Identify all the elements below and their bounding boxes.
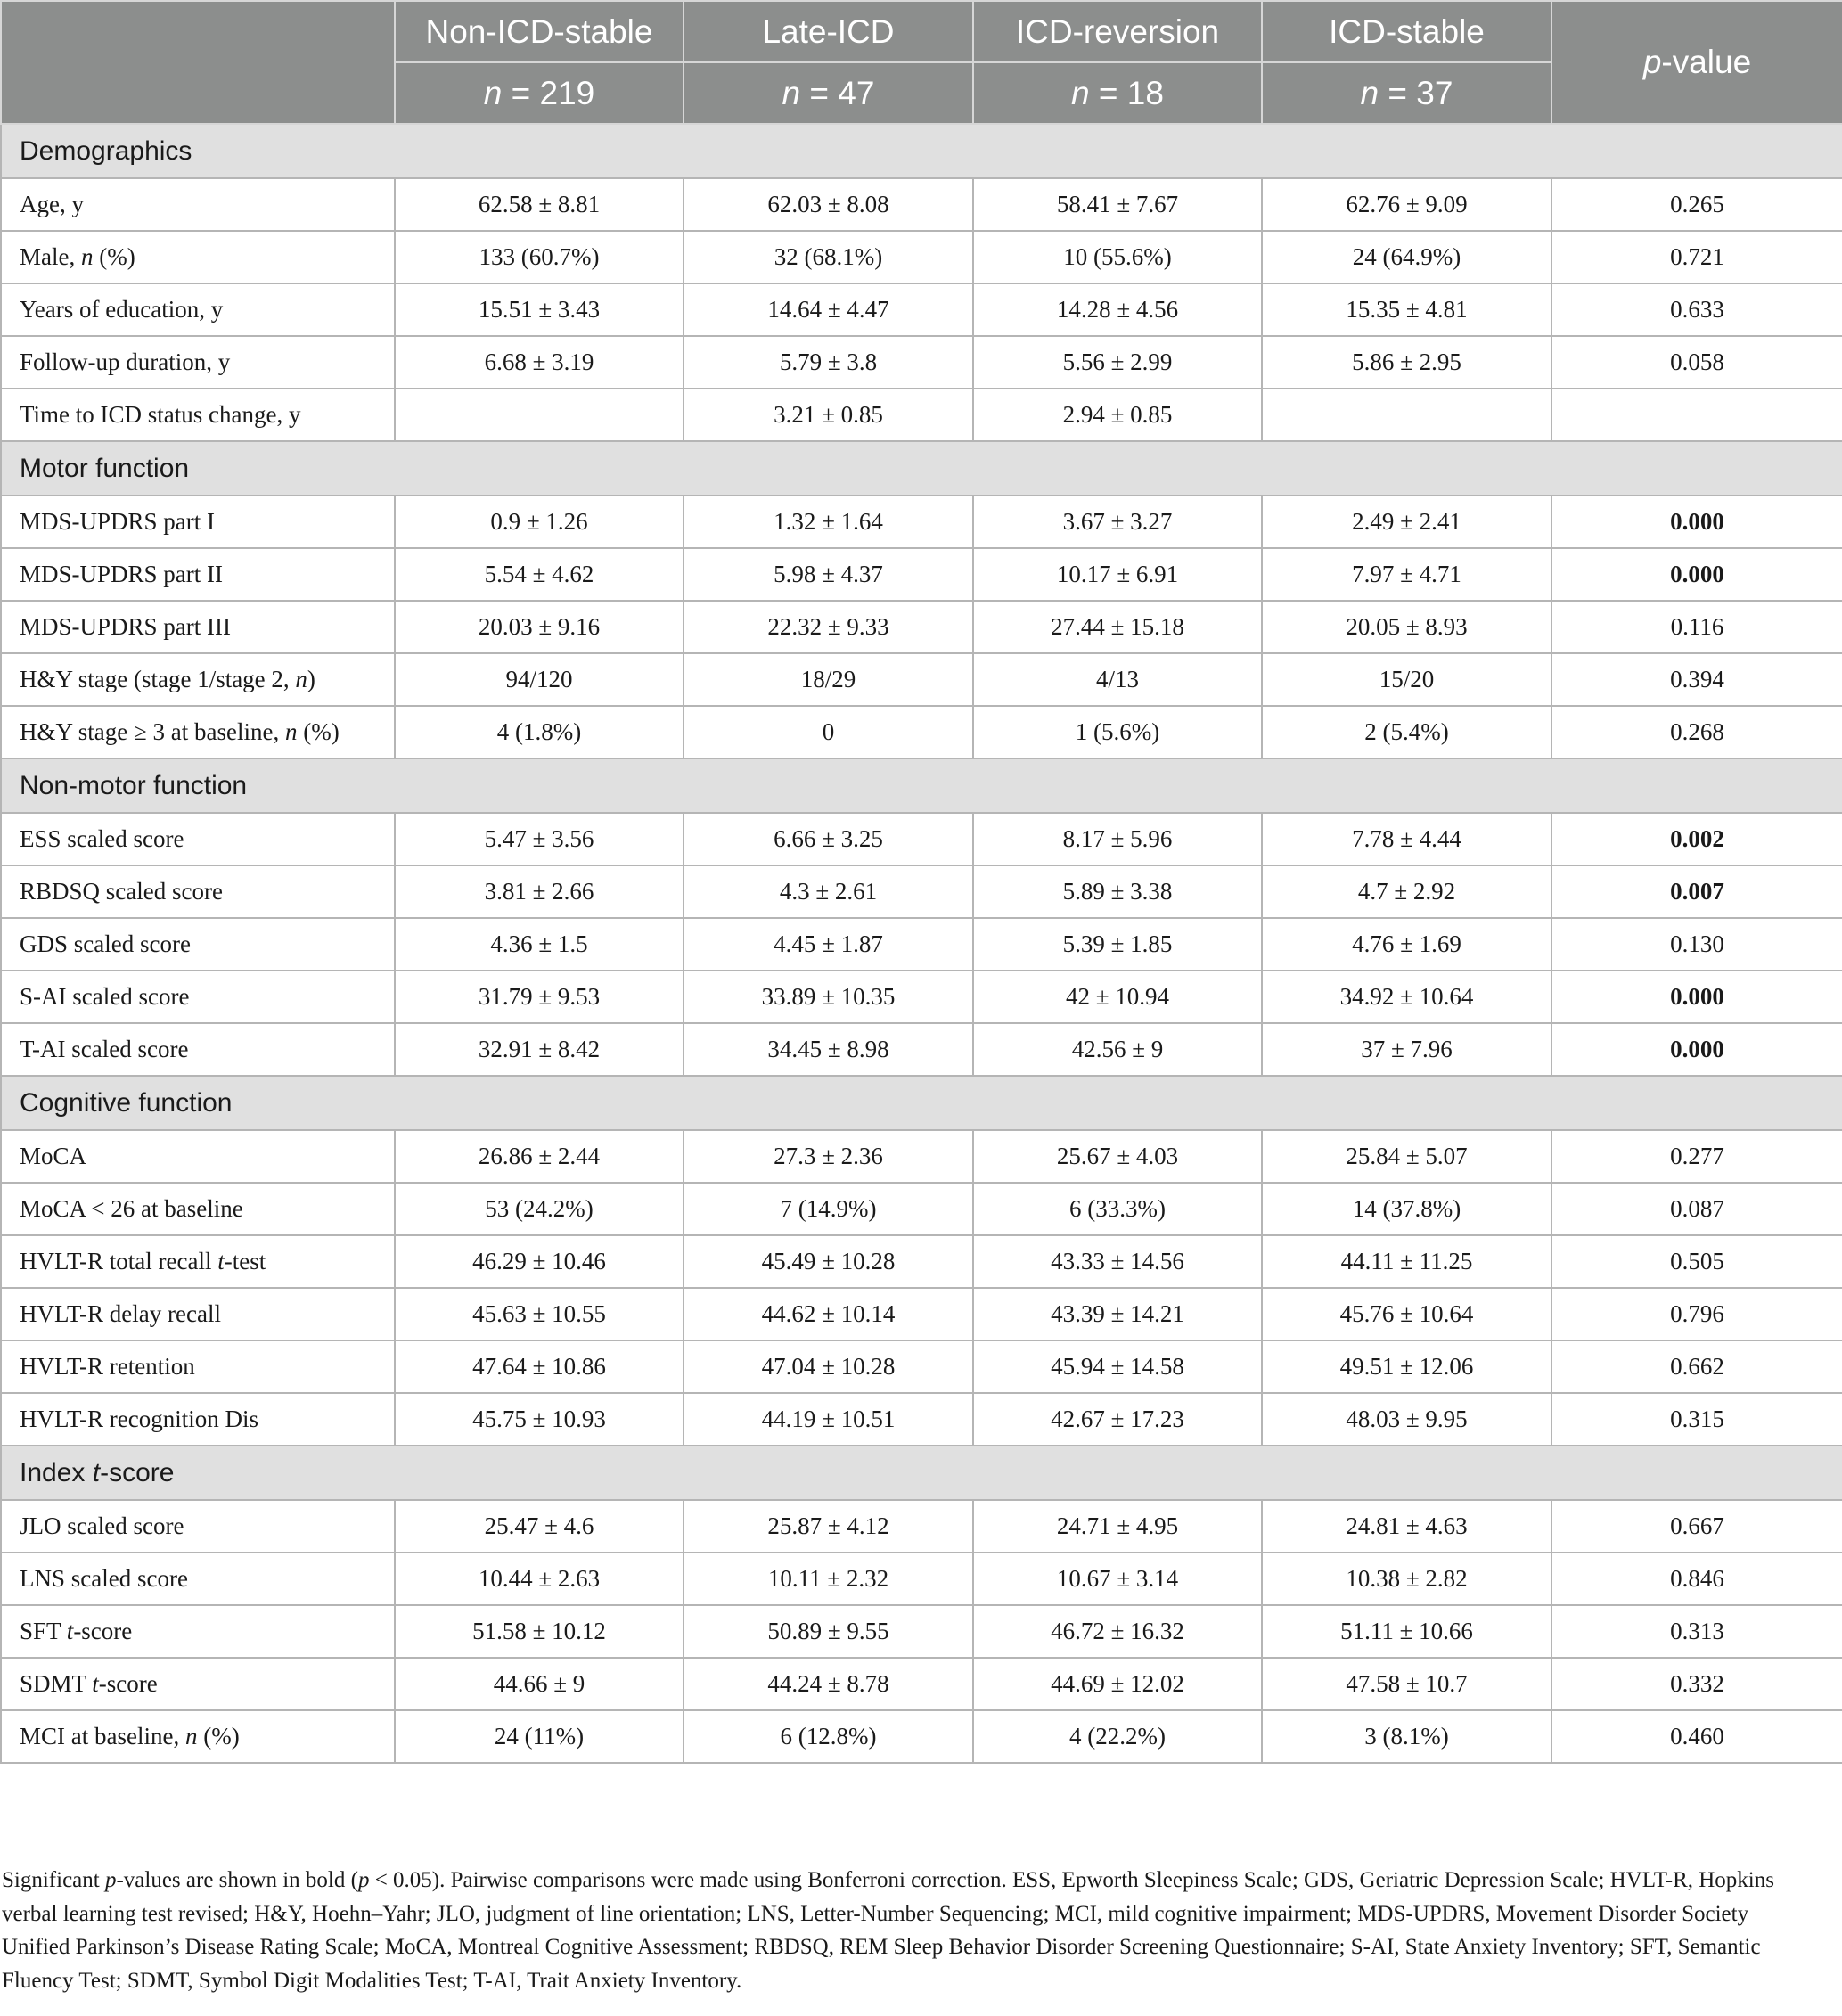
value-cell: 43.39 ± 14.21 <box>973 1288 1262 1340</box>
value-cell: 6.66 ± 3.25 <box>684 813 973 865</box>
table-row <box>1 1710 1842 1763</box>
pvalue-cell: 0.007 <box>1551 865 1842 918</box>
value-cell: 62.76 ± 9.09 <box>1262 178 1551 231</box>
value-cell: 6 (33.3%) <box>973 1183 1262 1235</box>
pvalue-cell: 0.667 <box>1551 1500 1842 1553</box>
value-cell: 25.47 ± 4.6 <box>395 1500 684 1553</box>
section-header-row <box>1 1076 1842 1130</box>
group-name-header: ICD-stable <box>1262 1 1551 62</box>
value-cell: 44.19 ± 10.51 <box>684 1393 973 1446</box>
value-cell: 0 <box>684 706 973 758</box>
pvalue-cell <box>1551 389 1842 441</box>
row-label: GDS scaled score <box>1 918 395 971</box>
table-row <box>1 1500 1842 1553</box>
value-cell: 25.84 ± 5.07 <box>1262 1130 1551 1183</box>
value-cell: 2.94 ± 0.85 <box>973 389 1262 441</box>
row-label: Age, y <box>1 178 395 231</box>
value-cell: 4.45 ± 1.87 <box>684 918 973 971</box>
table-row <box>1 1288 1842 1340</box>
row-label: Years of education, y <box>1 283 395 336</box>
group-name-header: Non-ICD-stable <box>395 1 684 62</box>
value-cell: 42.56 ± 9 <box>973 1023 1262 1076</box>
value-cell: 5.86 ± 2.95 <box>1262 336 1551 389</box>
value-cell: 53 (24.2%) <box>395 1183 684 1235</box>
table-row <box>1 496 1842 548</box>
value-cell: 94/120 <box>395 653 684 706</box>
row-label: MoCA <box>1 1130 395 1183</box>
table-row <box>1 548 1842 601</box>
value-cell: 2.49 ± 2.41 <box>1262 496 1551 548</box>
section-title: Index t-score <box>1 1446 1842 1500</box>
value-cell: 5.98 ± 4.37 <box>684 548 973 601</box>
value-cell: 4 (22.2%) <box>973 1710 1262 1763</box>
value-cell: 4.76 ± 1.69 <box>1262 918 1551 971</box>
table-row <box>1 1605 1842 1658</box>
row-label: MDS-UPDRS part III <box>1 601 395 653</box>
value-cell <box>395 389 684 441</box>
section-header-row <box>1 124 1842 178</box>
value-cell: 14.64 ± 4.47 <box>684 283 973 336</box>
value-cell: 47.04 ± 10.28 <box>684 1340 973 1393</box>
value-cell: 24.81 ± 4.63 <box>1262 1500 1551 1553</box>
value-cell: 24.71 ± 4.95 <box>973 1500 1262 1553</box>
value-cell: 4.36 ± 1.5 <box>395 918 684 971</box>
value-cell: 42.67 ± 17.23 <box>973 1393 1262 1446</box>
row-label: MCI at baseline, n (%) <box>1 1710 395 1763</box>
value-cell: 7.97 ± 4.71 <box>1262 548 1551 601</box>
value-cell: 10.11 ± 2.32 <box>684 1553 973 1605</box>
table-row <box>1 1393 1842 1446</box>
row-label: SDMT t-score <box>1 1658 395 1710</box>
table-row <box>1 653 1842 706</box>
value-cell: 5.79 ± 3.8 <box>684 336 973 389</box>
header-blank-cell <box>1 1 395 124</box>
value-cell: 7.78 ± 4.44 <box>1262 813 1551 865</box>
pvalue-cell: 0.000 <box>1551 548 1842 601</box>
value-cell <box>1262 389 1551 441</box>
row-label: HVLT-R retention <box>1 1340 395 1393</box>
section-title: Motor function <box>1 441 1842 496</box>
table-row <box>1 283 1842 336</box>
value-cell: 7 (14.9%) <box>684 1183 973 1235</box>
group-n-header: n = 219 <box>395 62 684 124</box>
table-row <box>1 1235 1842 1288</box>
table-body <box>1 124 1842 1763</box>
table-row <box>1 1658 1842 1710</box>
value-cell: 22.32 ± 9.33 <box>684 601 973 653</box>
pvalue-cell: 0.633 <box>1551 283 1842 336</box>
value-cell: 34.45 ± 8.98 <box>684 1023 973 1076</box>
table-row <box>1 1183 1842 1235</box>
table-row <box>1 1553 1842 1605</box>
section-title: Non-motor function <box>1 758 1842 813</box>
value-cell: 8.17 ± 5.96 <box>973 813 1262 865</box>
value-cell: 3 (8.1%) <box>1262 1710 1551 1763</box>
value-cell: 15/20 <box>1262 653 1551 706</box>
value-cell: 1.32 ± 1.64 <box>684 496 973 548</box>
row-label: T-AI scaled score <box>1 1023 395 1076</box>
pvalue-cell: 0.265 <box>1551 178 1842 231</box>
pvalue-cell: 0.000 <box>1551 971 1842 1023</box>
value-cell: 27.3 ± 2.36 <box>684 1130 973 1183</box>
value-cell: 20.05 ± 8.93 <box>1262 601 1551 653</box>
pvalue-cell: 0.315 <box>1551 1393 1842 1446</box>
value-cell: 24 (64.9%) <box>1262 231 1551 283</box>
value-cell: 10.67 ± 3.14 <box>973 1553 1262 1605</box>
value-cell: 4 (1.8%) <box>395 706 684 758</box>
pvalue-cell: 0.087 <box>1551 1183 1842 1235</box>
row-label: HVLT-R delay recall <box>1 1288 395 1340</box>
group-n-header: n = 47 <box>684 62 973 124</box>
pvalue-cell: 0.662 <box>1551 1340 1842 1393</box>
row-label: H&Y stage ≥ 3 at baseline, n (%) <box>1 706 395 758</box>
value-cell: 10 (55.6%) <box>973 231 1262 283</box>
row-label: SFT t-score <box>1 1605 395 1658</box>
value-cell: 10.44 ± 2.63 <box>395 1553 684 1605</box>
row-label: MoCA < 26 at baseline <box>1 1183 395 1235</box>
row-label: HVLT-R recognition Dis <box>1 1393 395 1446</box>
table-row <box>1 601 1842 653</box>
row-label: ESS scaled score <box>1 813 395 865</box>
pvalue-cell: 0.277 <box>1551 1130 1842 1183</box>
value-cell: 51.11 ± 10.66 <box>1262 1605 1551 1658</box>
value-cell: 6 (12.8%) <box>684 1710 973 1763</box>
value-cell: 42 ± 10.94 <box>973 971 1262 1023</box>
value-cell: 46.72 ± 16.32 <box>973 1605 1262 1658</box>
pvalue-cell: 0.332 <box>1551 1658 1842 1710</box>
table-row <box>1 971 1842 1023</box>
row-label: MDS-UPDRS part I <box>1 496 395 548</box>
pvalue-cell: 0.058 <box>1551 336 1842 389</box>
value-cell: 44.62 ± 10.14 <box>684 1288 973 1340</box>
value-cell: 5.56 ± 2.99 <box>973 336 1262 389</box>
value-cell: 24 (11%) <box>395 1710 684 1763</box>
group-n-header: n = 18 <box>973 62 1262 124</box>
value-cell: 27.44 ± 15.18 <box>973 601 1262 653</box>
value-cell: 1 (5.6%) <box>973 706 1262 758</box>
value-cell: 47.58 ± 10.7 <box>1262 1658 1551 1710</box>
value-cell: 45.94 ± 14.58 <box>973 1340 1262 1393</box>
value-cell: 2 (5.4%) <box>1262 706 1551 758</box>
value-cell: 14.28 ± 4.56 <box>973 283 1262 336</box>
group-name-header: ICD-reversion <box>973 1 1262 62</box>
value-cell: 0.9 ± 1.26 <box>395 496 684 548</box>
row-label: Male, n (%) <box>1 231 395 283</box>
value-cell: 133 (60.7%) <box>395 231 684 283</box>
row-label: HVLT-R total recall t-test <box>1 1235 395 1288</box>
value-cell: 34.92 ± 10.64 <box>1262 971 1551 1023</box>
value-cell: 26.86 ± 2.44 <box>395 1130 684 1183</box>
table-footnote: Significant p-values are shown in bold (p < 0.05). Pairwise comparisons were made using Bonferroni correction. ESS, Epworth Sleepiness Scale; GDS, Geriatric Depression Scale; HVLT-R, Hopkins verbal learning test revised; H&Y, Hoehn–Yahr; JLO, judgment of line orientation; LNS, Letter-Number Sequencing; MCI, mild cognitive impairment; MDS-UPDRS, Movement Disorder Society Unified Parkinson’s Disease Rating Scale; MoCA, Montreal Cognitive Assessment; RBDSQ, REM Sleep Behavior Disorder Screening Questionnaire; S-AI, State Anxiety Inventory; SFT, Semantic Fluency Test; SDMT, Symbol Digit Modalities Test; T-AI, Trait Anxiety Inventory. <box>2 1868 1774 1993</box>
table-row <box>1 1023 1842 1076</box>
pvalue-cell: 0.394 <box>1551 653 1842 706</box>
pvalue-cell: 0.000 <box>1551 1023 1842 1076</box>
value-cell: 3.21 ± 0.85 <box>684 389 973 441</box>
value-cell: 51.58 ± 10.12 <box>395 1605 684 1658</box>
value-cell: 20.03 ± 9.16 <box>395 601 684 653</box>
pvalue-cell: 0.313 <box>1551 1605 1842 1658</box>
value-cell: 45.75 ± 10.93 <box>395 1393 684 1446</box>
row-label: S-AI scaled score <box>1 971 395 1023</box>
value-cell: 44.11 ± 11.25 <box>1262 1235 1551 1288</box>
value-cell: 58.41 ± 7.67 <box>973 178 1262 231</box>
table-row <box>1 336 1842 389</box>
pvalue-cell: 0.460 <box>1551 1710 1842 1763</box>
value-cell: 32 (68.1%) <box>684 231 973 283</box>
value-cell: 33.89 ± 10.35 <box>684 971 973 1023</box>
value-cell: 45.49 ± 10.28 <box>684 1235 973 1288</box>
pvalue-cell: 0.000 <box>1551 496 1842 548</box>
pvalue-cell: 0.268 <box>1551 706 1842 758</box>
value-cell: 4.3 ± 2.61 <box>684 865 973 918</box>
row-label: JLO scaled score <box>1 1500 395 1553</box>
value-cell: 32.91 ± 8.42 <box>395 1023 684 1076</box>
pvalue-cell: 0.796 <box>1551 1288 1842 1340</box>
table-row <box>1 813 1842 865</box>
pvalue-cell: 0.505 <box>1551 1235 1842 1288</box>
table-row <box>1 865 1842 918</box>
value-cell: 49.51 ± 12.06 <box>1262 1340 1551 1393</box>
row-label: MDS-UPDRS part II <box>1 548 395 601</box>
value-cell: 4.7 ± 2.92 <box>1262 865 1551 918</box>
row-label: Follow-up duration, y <box>1 336 395 389</box>
value-cell: 37 ± 7.96 <box>1262 1023 1551 1076</box>
pvalue-cell: 0.002 <box>1551 813 1842 865</box>
value-cell: 14 (37.8%) <box>1262 1183 1551 1235</box>
value-cell: 43.33 ± 14.56 <box>973 1235 1262 1288</box>
pvalue-cell: 0.721 <box>1551 231 1842 283</box>
value-cell: 4/13 <box>973 653 1262 706</box>
value-cell: 62.58 ± 8.81 <box>395 178 684 231</box>
section-header-row <box>1 441 1842 496</box>
value-cell: 25.87 ± 4.12 <box>684 1500 973 1553</box>
section-title: Demographics <box>1 124 1842 178</box>
group-n-header: n = 37 <box>1262 62 1551 124</box>
pvalue-cell: 0.130 <box>1551 918 1842 971</box>
value-cell: 5.47 ± 3.56 <box>395 813 684 865</box>
section-header-row <box>1 1446 1842 1500</box>
value-cell: 44.24 ± 8.78 <box>684 1658 973 1710</box>
value-cell: 5.89 ± 3.38 <box>973 865 1262 918</box>
value-cell: 44.66 ± 9 <box>395 1658 684 1710</box>
value-cell: 48.03 ± 9.95 <box>1262 1393 1551 1446</box>
pvalue-header: p-value <box>1551 1 1842 124</box>
table-row <box>1 178 1842 231</box>
pvalue-cell: 0.846 <box>1551 1553 1842 1605</box>
value-cell: 3.81 ± 2.66 <box>395 865 684 918</box>
table-row <box>1 1130 1842 1183</box>
value-cell: 15.51 ± 3.43 <box>395 283 684 336</box>
value-cell: 45.76 ± 10.64 <box>1262 1288 1551 1340</box>
value-cell: 6.68 ± 3.19 <box>395 336 684 389</box>
section-title: Cognitive function <box>1 1076 1842 1130</box>
table-header <box>1 1 1842 124</box>
table-row <box>1 706 1842 758</box>
value-cell: 15.35 ± 4.81 <box>1262 283 1551 336</box>
row-label: RBDSQ scaled score <box>1 865 395 918</box>
value-cell: 46.29 ± 10.46 <box>395 1235 684 1288</box>
value-cell: 45.63 ± 10.55 <box>395 1288 684 1340</box>
value-cell: 25.67 ± 4.03 <box>973 1130 1262 1183</box>
section-header-row <box>1 758 1842 813</box>
table-row <box>1 389 1842 441</box>
value-cell: 44.69 ± 12.02 <box>973 1658 1262 1710</box>
value-cell: 47.64 ± 10.86 <box>395 1340 684 1393</box>
value-cell: 10.17 ± 6.91 <box>973 548 1262 601</box>
value-cell: 10.38 ± 2.82 <box>1262 1553 1551 1605</box>
table-row <box>1 1340 1842 1393</box>
value-cell: 3.67 ± 3.27 <box>973 496 1262 548</box>
value-cell: 5.39 ± 1.85 <box>973 918 1262 971</box>
table-row <box>1 918 1842 971</box>
value-cell: 5.54 ± 4.62 <box>395 548 684 601</box>
row-label: H&Y stage (stage 1/stage 2, n) <box>1 653 395 706</box>
value-cell: 62.03 ± 8.08 <box>684 178 973 231</box>
pvalue-cell: 0.116 <box>1551 601 1842 653</box>
value-cell: 50.89 ± 9.55 <box>684 1605 973 1658</box>
table-row <box>1 231 1842 283</box>
row-label: LNS scaled score <box>1 1553 395 1605</box>
row-label: Time to ICD status change, y <box>1 389 395 441</box>
value-cell: 31.79 ± 9.53 <box>395 971 684 1023</box>
value-cell: 18/29 <box>684 653 973 706</box>
group-name-header: Late-ICD <box>684 1 973 62</box>
